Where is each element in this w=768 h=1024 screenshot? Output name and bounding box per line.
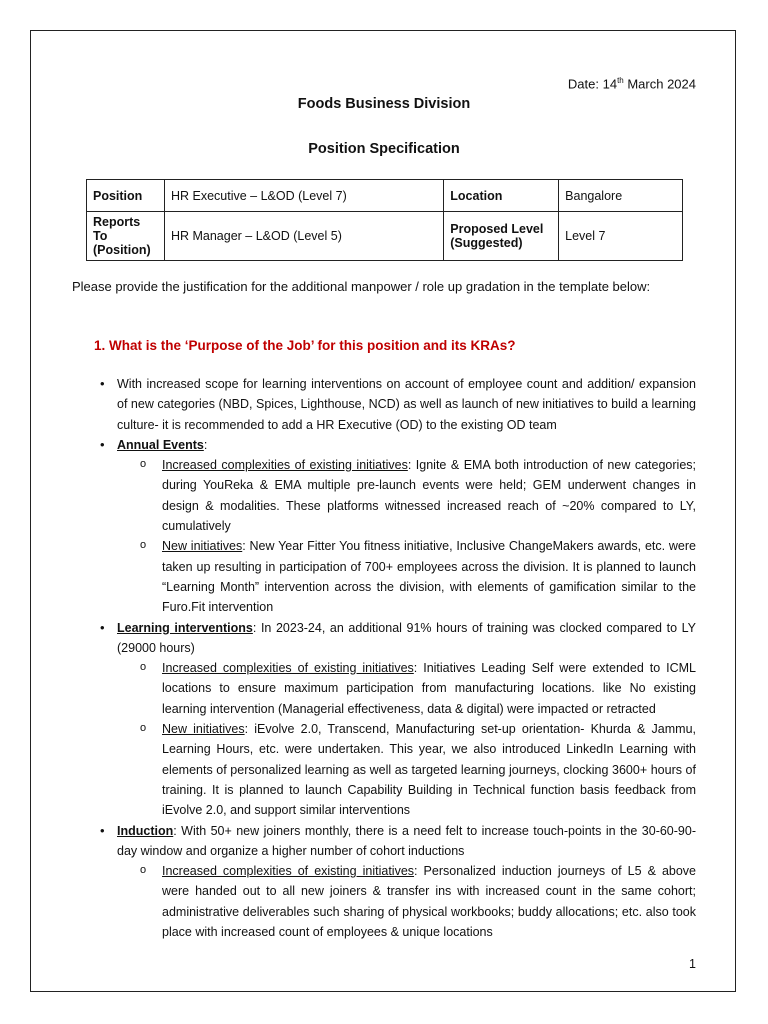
- list-item: • With increased scope for learning interventions on account of employee count and addition/ expansion of new categories (NBD, Spices, Lighthouse, NCD) as well as launch of new initiatives to build a learning culture- it is recommended to add a HR Executive (OD) to the existing OD team: [72, 374, 696, 435]
- position-label: Position: [87, 180, 165, 212]
- reports-to-label: Reports To (Position): [87, 212, 165, 261]
- proposed-level-label: Proposed Level (Suggested): [444, 212, 559, 261]
- page-number: 1: [689, 957, 696, 971]
- reports-to-value: HR Manager – L&OD (Level 5): [164, 212, 443, 261]
- sub-list-item: o New initiatives: iEvolve 2.0, Transcend, Manufacturing set-up orientation- Khurda & Jammu, Learning Hours, etc. were undertaken. This year, we also introduced LinkedIn Learning with elements of personalized learning as well as targeted learning journeys, clocking 3600+ hours of training. It is planned to launch Capability Building in Technical function basis feedback from iEvolve 2.0, and support similar interventions: [72, 719, 696, 820]
- position-value: HR Executive – L&OD (Level 7): [164, 180, 443, 212]
- spec-title: Position Specification: [308, 141, 460, 157]
- intro-paragraph: Please provide the justification for the additional manpower / role up gradation in the template below:: [72, 279, 651, 294]
- proposed-level-value: Level 7: [559, 212, 683, 261]
- position-row: [87, 180, 683, 212]
- location-value: Bangalore: [559, 180, 683, 212]
- division-title: Foods Business Division: [297, 96, 471, 112]
- sub-list-item: o New initiatives: New Year Fitter You fitness initiative, Inclusive ChangeMakers awards, etc. were taken up resulting in participation of 700+ employees across the division. It is planned to launch “Learning Month” intervention across the division, with elements of gamification similar to the Furo.Fit intervention: [72, 536, 696, 617]
- sub-list-item: o Increased complexities of existing initiatives: Ignite & EMA both introduction of new categories; during YouReka & EMA multiple pre-launch events were held; GEM underwent changes in design & modalities. These platforms witnessed increased reach of ~20% compared to LY, cumulatively: [72, 455, 696, 536]
- kra-bullets: [72, 374, 696, 942]
- list-item: • Learning interventions: In 2023-24, an additional 91% hours of training was clocked compared to LY (29000 hours): [72, 618, 696, 659]
- sub-list-item: o Increased complexities of existing initiatives: Personalized induction journeys of L5 & above were handed out to all new joiners & transfer ins with increased count in the same cohort; administrative deliverables such sharing of physical workbooks; buddy allocations; etc. also took place with increased count of employees & unique locations: [72, 861, 696, 942]
- document-date: Date: 14th March 2024: [567, 76, 696, 92]
- reports-row: [87, 212, 683, 261]
- location-label: Location: [444, 180, 559, 212]
- list-item: • Annual Events:: [72, 435, 696, 455]
- sub-list-item: o Increased complexities of existing initiatives: Initiatives Leading Self were extended to ICML locations to ensure maximum participation from manufacturing locations. like No existing learning intervention (Managerial effectiveness, data & digital) were impacted or retracted: [72, 658, 696, 719]
- position-table: [86, 179, 683, 261]
- list-item: • Induction: With 50+ new joiners monthly, there is a need felt to increase touch-points in the 30-60-90-day window and organize a higher number of cohort inductions: [72, 821, 696, 862]
- question-heading: 1. What is the ‘Purpose of the Job’ for this position and its KRAs?: [94, 338, 516, 353]
